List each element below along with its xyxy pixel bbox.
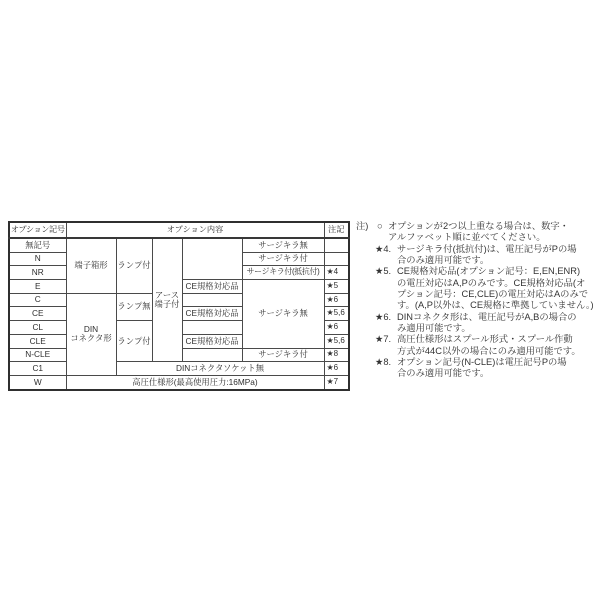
lamp-with-cell-b: ランプ付 — [116, 321, 152, 362]
notes-intro-line: アルファベット順に並べてください。 — [388, 232, 546, 243]
empty-ce-cell — [182, 238, 242, 280]
note-cell: ★6 — [324, 293, 349, 307]
note-cell: ★7 — [324, 375, 349, 389]
note-cell: ★8 — [324, 348, 349, 362]
note-item-lines — [397, 357, 598, 380]
header-note: 注記 — [324, 222, 349, 238]
surge-killer-resistor-cell: サージキラ付(抵抗付) — [242, 266, 324, 280]
note-cell: ★6 — [324, 362, 349, 376]
note-item-star4 — [375, 244, 598, 267]
table-row-no-code — [9, 238, 349, 252]
note-line: CE規格対応品(オプション記号：E,EN,ENR) — [397, 266, 581, 277]
option-code-cell: N-CLE — [9, 348, 66, 362]
terminal-box-cell: 端子箱形 — [66, 238, 116, 293]
note-item-lines — [397, 312, 598, 335]
note-cell: ★5,6 — [324, 334, 349, 348]
empty-ce-cell — [182, 348, 242, 362]
ce-standard-cell-a: CE規格対応品 — [182, 280, 242, 294]
note-line: プション記号：CE,CLE)の電圧対応はAのみで — [397, 289, 589, 300]
header-option-code: オプション記号 — [9, 222, 66, 238]
surge-killer-with-cell-b: サージキラ付 — [242, 348, 324, 362]
note-cell: ★5 — [324, 280, 349, 294]
table-header-row — [9, 222, 349, 238]
ce-standard-cell-b: CE規格対応品 — [182, 307, 242, 321]
option-code-cell: C — [9, 293, 66, 307]
note-item-star7 — [375, 334, 598, 357]
lamp-without-cell: ランプ無 — [116, 293, 152, 320]
surge-killer-with-cell-a: サージキラ付 — [242, 252, 324, 266]
note-line: み適用可能です。 — [397, 323, 471, 334]
note-cell: ★4 — [324, 266, 349, 280]
option-code-cell: NR — [9, 266, 66, 280]
note-line: 方式が44C以外の場合にのみ適用可能です。 — [397, 345, 581, 356]
din-connector-line1: DIN — [83, 324, 99, 335]
notes-section — [356, 221, 598, 380]
din-connector-line2: コネクタ形 — [70, 333, 112, 344]
ce-standard-cell-c: CE規格対応品 — [182, 334, 242, 348]
header-option-content: オプション内容 — [66, 222, 324, 238]
notes-intro-line: オプションが2つ以上重なる場合は、数字・ — [388, 221, 569, 231]
option-code-cell: N — [9, 252, 66, 266]
option-code-cell: 無記号 — [9, 238, 66, 252]
note-item-star6 — [375, 312, 598, 335]
notes-prefix: 注) — [356, 221, 369, 231]
option-code-cell: W — [9, 375, 66, 389]
din-socket-none-cell: DINコネクタソケット無 — [116, 362, 324, 376]
notes-intro-lines — [388, 221, 598, 244]
lamp-with-cell-a: ランプ付 — [116, 238, 152, 293]
note-line: DINコネクタ形は、電圧記号がA,Bの場合の — [397, 311, 577, 322]
option-code-cell: C1 — [9, 362, 66, 376]
earth-terminal-line2: 端子付 — [154, 299, 180, 310]
note-item-lines — [397, 244, 598, 267]
star7-marker: ★7. — [375, 334, 392, 345]
table-row-W — [9, 375, 349, 389]
star4-marker: ★4. — [375, 243, 392, 254]
star8-marker: ★8. — [375, 357, 392, 368]
din-connector-cell — [66, 293, 116, 375]
notes-intro — [356, 221, 598, 244]
earth-terminal-line1: アース — [154, 290, 180, 301]
note-item-lines — [397, 334, 598, 357]
note-cell — [324, 252, 349, 266]
note-line: 合のみ適用可能です。 — [397, 368, 490, 379]
note-item-lines — [397, 266, 598, 311]
table-row-C1 — [9, 362, 349, 376]
surge-killer-none-cell-a: サージキラ無 — [242, 238, 324, 252]
option-code-cell: E — [9, 280, 66, 294]
high-pressure-cell: 高圧仕様形(最高使用圧力:16MPa) — [66, 375, 324, 389]
note-line: の電圧対応はA,Pのみです。CE規格対応品(オ — [397, 277, 586, 288]
star5-marker: ★5. — [375, 266, 392, 277]
note-cell — [324, 238, 349, 252]
note-cell: ★6 — [324, 321, 349, 335]
option-code-cell: CE — [9, 307, 66, 321]
empty-ce-cell — [182, 321, 242, 335]
note-item-star5 — [375, 266, 598, 311]
note-item-star8 — [375, 357, 598, 380]
note-line: サージキラ付(抵抗付)は、電圧記号がPの場 — [397, 243, 577, 254]
note-line: す。(A,P以外は、CE規格に準拠していません。) — [397, 300, 594, 311]
circle-bullet-icon: ○ — [377, 221, 383, 231]
option-code-cell: CLE — [9, 334, 66, 348]
note-line: 合のみ適用可能です。 — [397, 255, 490, 266]
note-cell: ★5,6 — [324, 307, 349, 321]
empty-ce-cell — [182, 293, 242, 307]
note-line: オプション記号(N-CLE)は電圧記号Pの場 — [397, 357, 567, 368]
earth-terminal-cell — [152, 238, 182, 362]
option-code-cell: CL — [9, 321, 66, 335]
surge-killer-none-cell-b: サージキラ無 — [242, 280, 324, 348]
options-table — [8, 221, 350, 391]
star6-marker: ★6. — [375, 311, 392, 322]
note-line: 高圧仕様形はスプール形式・スプール作動 — [397, 334, 573, 345]
